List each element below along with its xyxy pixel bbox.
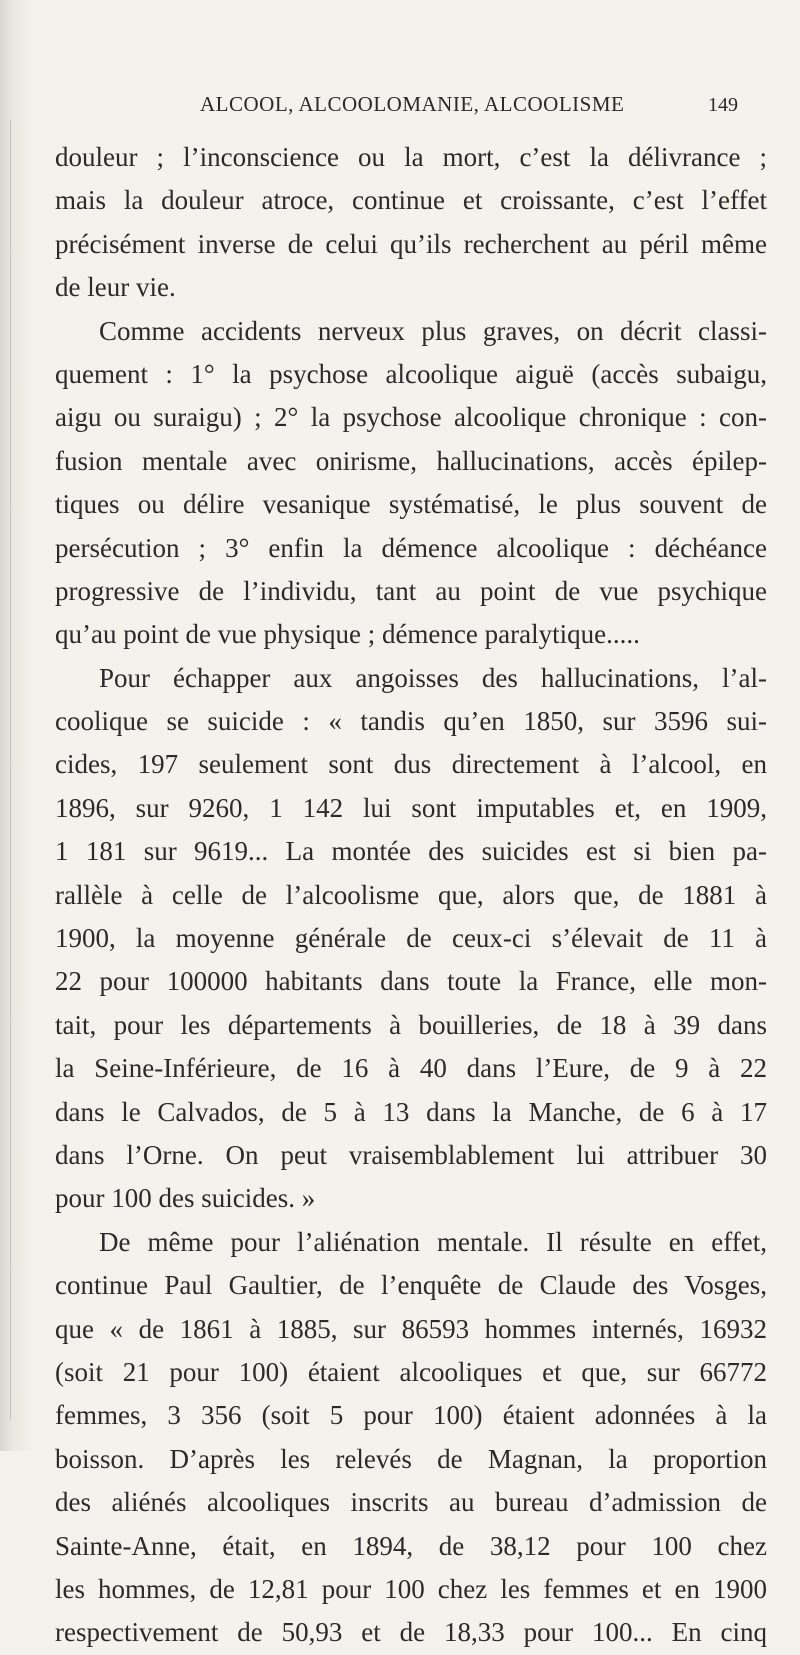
- text-line: 1900, la moyenne générale de ceux-ci s’élevait de 11 à: [55, 923, 767, 954]
- text-line: fusion mentale avec onirisme, hallucinations, accès épilep-: [55, 445, 767, 476]
- text-line: que « de 1861 à 1885, sur 86593 hommes internés, 16932: [55, 1313, 767, 1344]
- text-line: quement : 1° la psychose alcoolique aiguë (accès subaigu,: [55, 358, 767, 389]
- page-header: [0, 92, 800, 122]
- text-line: aigu ou suraigu) ; 2° la psychose alcoolique chronique : con-: [55, 402, 767, 433]
- text-line: dans l’Orne. On peut vraisemblablement lui attribuer 30: [55, 1139, 767, 1170]
- text-line: tiques ou délire vesanique systématisé, le plus souvent de: [55, 489, 767, 520]
- text-line: 1 181 sur 9619... La montée des suicides est si bien pa-: [55, 836, 767, 867]
- text-line: continue Paul Gaultier, de l’enquête de Claude des Vosges,: [55, 1270, 767, 1301]
- text-line: les hommes, de 12,81 pour 100 chez les femmes et en 1900: [55, 1573, 767, 1604]
- text-line: des aliénés alcooliques inscrits au bureau d’admission de: [55, 1487, 767, 1518]
- page-number: 149: [708, 94, 738, 116]
- text-line: progressive de l’individu, tant au point de vue psychique: [55, 575, 767, 606]
- body-text: [55, 136, 767, 1655]
- text-line: dans le Calvados, de 5 à 13 dans la Manche, de 6 à 17: [55, 1096, 767, 1127]
- text-line: la Seine-Inférieure, de 16 à 40 dans l’Eure, de 9 à 22: [55, 1053, 767, 1084]
- text-line: douleur ; l’inconscience ou la mort, c’est la délivrance ;: [55, 142, 767, 172]
- text-line: 22 pour 100000 habitants dans toute la France, elle mon-: [55, 966, 767, 997]
- text-line: Comme accidents nerveux plus graves, on décrit classi-: [99, 315, 767, 346]
- text-line: Pour échapper aux angoisses des hallucinations, l’al-: [99, 662, 767, 693]
- text-line: De même pour l’aliénation mentale. Il résulte en effet,: [99, 1226, 767, 1257]
- text-line: coolique se suicide : « tandis qu’en 1850, sur 3596 sui-: [55, 706, 767, 737]
- text-line: cides, 197 seulement sont dus directement à l’alcool, en: [55, 749, 767, 780]
- text-line: persécution ; 3° enfin la démence alcoolique : déchéance: [55, 532, 767, 563]
- text-line: qu’au point de vue physique ; démence paralytique.....: [55, 619, 640, 650]
- text-line: de leur vie.: [55, 272, 176, 303]
- text-line: mais la douleur atroce, continue et croissante, c’est l’effet: [55, 185, 767, 216]
- text-line: 1896, sur 9260, 1 142 lui sont imputables et, en 1909,: [55, 792, 767, 823]
- text-line: rallèle à celle de l’alcoolisme que, alors que, de 1881 à: [55, 879, 767, 910]
- text-line: pour 100 des suicides. »: [55, 1183, 316, 1214]
- binding-edge: [10, 120, 11, 1420]
- text-line: femmes, 3 356 (soit 5 pour 100) étaient adonnées à la: [55, 1400, 767, 1431]
- text-line: précisément inverse de celui qu’ils recherchent au péril même: [55, 228, 767, 259]
- page-gutter-shadow: [0, 0, 34, 1451]
- text-line: respectivement de 50,93 et de 18,33 pour 100... En cinq: [55, 1617, 767, 1648]
- text-line: boisson. D’après les relevés de Magnan, la proportion: [55, 1443, 767, 1474]
- text-line: tait, pour les départements à bouilleries, de 18 à 39 dans: [55, 1009, 767, 1040]
- running-head: ALCOOL, ALCOOLOMANIE, ALCOOLISME: [200, 92, 625, 116]
- text-line: (soit 21 pour 100) étaient alcooliques et que, sur 66772: [55, 1356, 767, 1387]
- text-line: Sainte-Anne, était, en 1894, de 38,12 pour 100 chez: [55, 1530, 767, 1561]
